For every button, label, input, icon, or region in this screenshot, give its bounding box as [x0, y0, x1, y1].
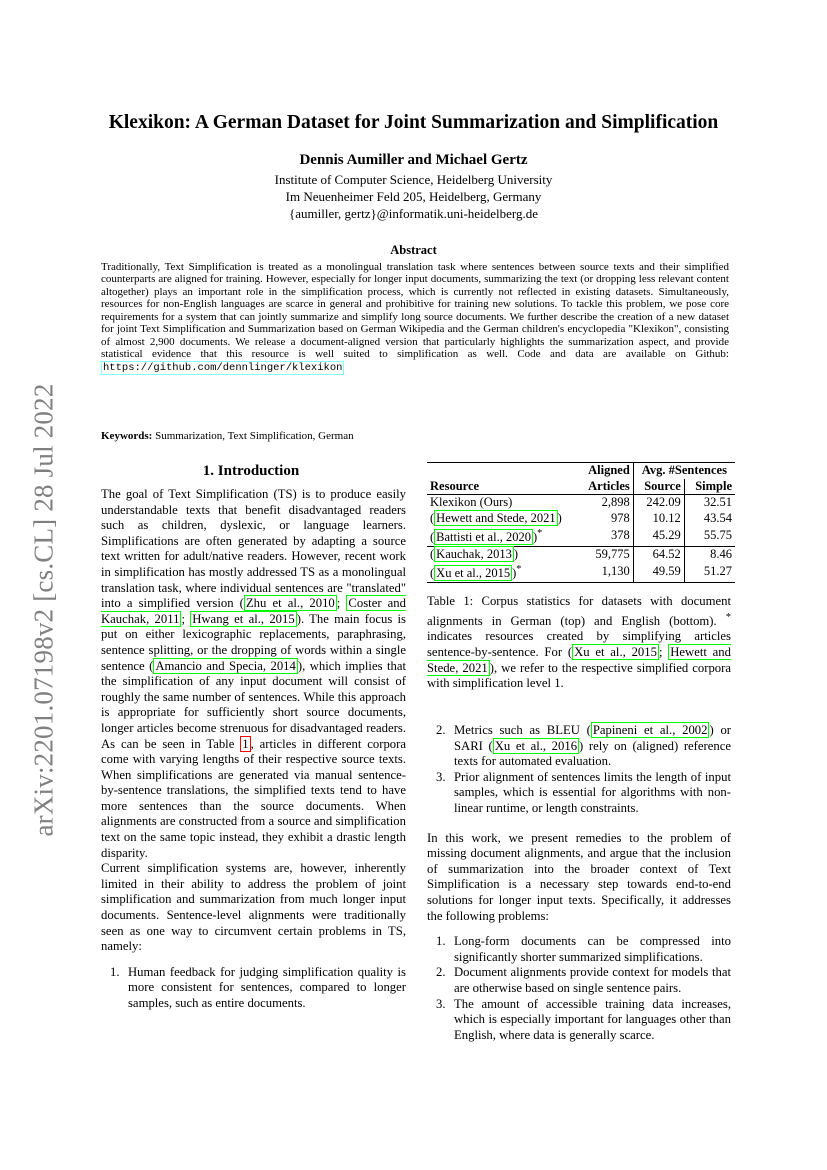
table-cell-simple: 55.75 — [684, 526, 735, 546]
citation-separator: ; — [658, 645, 669, 660]
list-number: 1. — [110, 964, 120, 979]
table-row — [427, 495, 735, 511]
caption-text: indicates resources created by simplifying articles sentence-by-sentence. For ( — [427, 629, 731, 660]
list-text: ) rely on (aligned) reference texts for automated evaluation. — [454, 738, 732, 769]
intro-paragraph-1 — [101, 487, 406, 861]
list-item — [427, 934, 731, 965]
right-paragraph: In this work, we present remedies to the problem of missing document alignments, and argue that the inclusion of summarization into the broader context of Text Simplification is a necessary step towards end-to-end solutions for longer input texts. Specifically, it addresses the following problems: — [427, 830, 731, 923]
ts-problems-list — [101, 965, 406, 1012]
table-cell-articles: 2,898 — [601, 495, 630, 509]
list-text: Metrics such as BLEU ( — [454, 723, 591, 737]
affiliation-block — [60, 171, 767, 223]
table-cell-simple: 32.51 — [684, 495, 735, 511]
addressed-problems-list — [427, 934, 731, 1043]
paper-title: Klexikon: A German Dataset for Joint Summarization and Simplification — [108, 112, 719, 133]
table-cell-resource — [427, 526, 580, 546]
table-cell-resource — [427, 562, 580, 582]
citation-separator: ; — [181, 611, 191, 626]
intro-text: , articles in different corpora come with varying lengths of their respective source texts. When simplifications are generated via manual sentence-by-sentence translations, the simplified texts tend to have more sentences than the source documents. When alignments are constructed from a source and simplification text on the same topic instead, they exhibit a drastic length disparity. — [101, 736, 406, 860]
list-text: The amount of accessible training data increases, which is especially important for languages other than English, where data is generally scarce. — [454, 996, 731, 1042]
table-cell-resource — [427, 546, 580, 562]
citation-hewett-2021[interactable]: Hewett and Stede, 2021 — [427, 645, 731, 675]
list-item — [101, 965, 406, 1012]
arxiv-id: arXiv:2201.07198v2 [cs.CL] 28 Jul 2022 — [28, 383, 59, 837]
paper-authors: Dennis Aumiller and Michael Gertz — [299, 152, 528, 168]
table-header-avg-sentences: Avg. #Sentences — [633, 463, 735, 479]
table-cell-simple: 8.46 — [684, 546, 735, 562]
keywords — [101, 430, 354, 442]
section-heading-introduction: 1. Introduction — [202, 463, 300, 479]
table-cell-source: 45.29 — [633, 526, 684, 546]
citation-amancio-2014[interactable]: Amancio and Specia, 2014 — [155, 658, 296, 673]
paren: ( — [430, 546, 435, 561]
table-header-empty — [427, 463, 580, 479]
list-number: 3. — [436, 769, 446, 784]
intro-text: The goal of Text Simplification (TS) is to produce easily understandable texts that benefit disadvantaged readers such as children, dyslexic, or language learners. Simplifications are often generated by adapting a source text written for adult/native readers. However, recent work in simplification has mostly addressed TS as a monolingual translation task, where individual sentences are "translated" into a simplified version ( — [101, 487, 406, 611]
list-item — [427, 770, 731, 817]
intro-text: ). The main focus is put on either lexicographic replacements, paraphrasing, sentence splitting, or the dropping of words within a single sentence ( — [101, 611, 406, 673]
table-1-caption — [427, 594, 731, 692]
paren: ( — [430, 510, 435, 525]
table-cell-resource — [427, 511, 580, 527]
list-text: Human feedback for judging simplification quality is more consistent for sentences, compared to longer samples, such as entire documents. — [128, 964, 406, 1010]
table-cell-simple: 43.54 — [684, 511, 735, 527]
citation-zhu-2010[interactable]: Zhu et al., 2010 — [245, 596, 335, 611]
left-column — [101, 487, 406, 1012]
table-header-resource: Resource — [430, 478, 480, 493]
table-header-row-2 — [427, 479, 735, 495]
paren: ) — [512, 566, 517, 581]
table-header-aligned: Aligned — [588, 463, 630, 477]
table-cell-articles: 1,130 — [601, 564, 630, 579]
table-header-articles: Articles — [588, 478, 630, 493]
github-link[interactable]: https://github.com/dennlinger/klexikon — [103, 361, 343, 374]
list-number: 3. — [436, 996, 446, 1011]
table-1-reference[interactable]: 1 — [242, 736, 249, 751]
table-resource-name: Klexikon (Ours) — [430, 495, 513, 509]
table-cell-articles: 378 — [611, 528, 630, 543]
keywords-text: Summarization, Text Simplification, German — [152, 430, 354, 442]
citation-coster-2011[interactable]: Coster and Kauchak, 2011 — [101, 596, 406, 626]
table-citation[interactable]: Hewett and Stede, 2021 — [436, 510, 556, 525]
paren: ) — [557, 510, 562, 525]
caption-text: Table 1: Corpus statistics for datasets with document alignments in German (top) and English (bottom). — [427, 594, 731, 628]
list-item — [427, 965, 731, 996]
abstract-text: Traditionally, Text Simplification is treated as a monolingual translation task where sentences between source texts and their simplified counterparts are aligned for training. However, especially for longer input documents, summarizing the text (or dropping less relevant content altogether) plays an important role in the simplification process, which is currently not reflected in existing datasets. Simultaneously, resources for non-English languages are scarce in general and prohibitive for training new solutions. To tackle this problem, we pose core requirements for a system that can jointly summarize and simplify long source documents. We further describe the creation of a new dataset for joint Text Simplification and Summarization based on German Wikipedia and the German children's encyclopedia "Klexikon", consisting of almost 2,900 documents. We release a document-aligned version that particularly highlights the summarization aspect, and provide statistical evidence that this resource is well suited to simplification as well. Code and data are available on Github: — [101, 261, 729, 361]
table-header-source: Source — [633, 479, 684, 495]
table-cell-articles: 59,775 — [595, 546, 630, 561]
list-item — [427, 997, 731, 1044]
table-body — [427, 495, 735, 583]
table-cell-source: 10.12 — [633, 511, 684, 527]
caption-star: * — [725, 611, 731, 623]
paren: ) — [532, 530, 538, 545]
right-column — [427, 723, 731, 1043]
table-star: * — [516, 564, 522, 576]
table-citation[interactable]: Battisti et al., 2020 — [436, 530, 531, 545]
table-citation[interactable]: Kauchak, 2013 — [436, 546, 512, 561]
list-item — [427, 723, 731, 770]
intro-text: ), which implies that the simplification of any input document will consist of roughly the same number of sentences. While this approach is appropriate for sufficiently short source documents, longer articles become strenuous for disadvantaged readers. As can be seen in Table — [101, 658, 406, 751]
list-text: Long-form documents can be compressed into significantly shorter summarized simplifications. — [454, 934, 731, 964]
paren: ( — [430, 566, 435, 581]
citation-papineni-2002[interactable]: Papineni et al., 2002 — [592, 723, 708, 737]
table-row — [427, 526, 735, 546]
table-cell-source: 242.09 — [633, 495, 684, 511]
paren: ) — [513, 546, 519, 561]
table-cell-source: 49.59 — [633, 562, 684, 582]
affiliation-institute: Institute of Computer Science, Heidelberg University — [274, 172, 553, 187]
list-number: 2. — [436, 965, 446, 980]
table-star: * — [537, 528, 543, 539]
intro-paragraph-2: Current simplification systems are, however, inherently limited in their ability to address the problem of joint simplification and summarization from much longer input documents. Sentence-level alignments were traditionally seen as one way to circumvent certain problems in TS, namely: — [101, 861, 406, 954]
citation-xu-2016[interactable]: Xu et al., 2016 — [494, 738, 578, 753]
citation-hwang-2015[interactable]: Hwang et al., 2015 — [192, 611, 295, 626]
table-cell-articles: 978 — [611, 510, 630, 525]
citation-xu-2015[interactable]: Xu et al., 2015 — [574, 645, 657, 660]
table-cell-source: 64.52 — [633, 546, 684, 562]
paren: ( — [430, 530, 435, 545]
table-row — [427, 546, 735, 562]
list-text: Prior alignment of sentences limits the length of input samples, which is essential for algorithms with non-linear runtime, or length constraints. — [454, 769, 731, 815]
table-citation[interactable]: Xu et al., 2015 — [436, 566, 511, 581]
list-number: 2. — [436, 723, 446, 737]
table-row — [427, 511, 735, 527]
citation-separator: ; — [336, 596, 347, 611]
abstract-body — [101, 261, 729, 374]
affiliation-address: Im Neuenheimer Feld 205, Heidelberg, Germany — [285, 189, 542, 205]
list-number: 1. — [436, 934, 446, 949]
keywords-label: Keywords: — [101, 430, 153, 442]
list-text: ) or SARI ( — [454, 723, 732, 753]
affiliation-email: {aumiller, gertz}@informatik.uni-heidelberg.de — [289, 206, 538, 222]
arxiv-stamp — [14, 375, 74, 845]
abstract-heading: Abstract — [390, 243, 437, 257]
list-text: Document alignments provide context for models that are otherwise based on single sentence pairs. — [454, 965, 731, 995]
table-header-simple: Simple — [684, 479, 735, 495]
table-row — [427, 562, 735, 582]
caption-text: ), we refer to the respective simplified corpora with simplification level 1. — [427, 660, 731, 691]
table-header-row-1 — [427, 463, 735, 479]
ts-problems-list-continued — [427, 723, 731, 817]
table-cell-simple: 51.27 — [684, 562, 735, 582]
table-cell-resource — [427, 495, 580, 511]
corpus-statistics-table — [427, 462, 735, 583]
